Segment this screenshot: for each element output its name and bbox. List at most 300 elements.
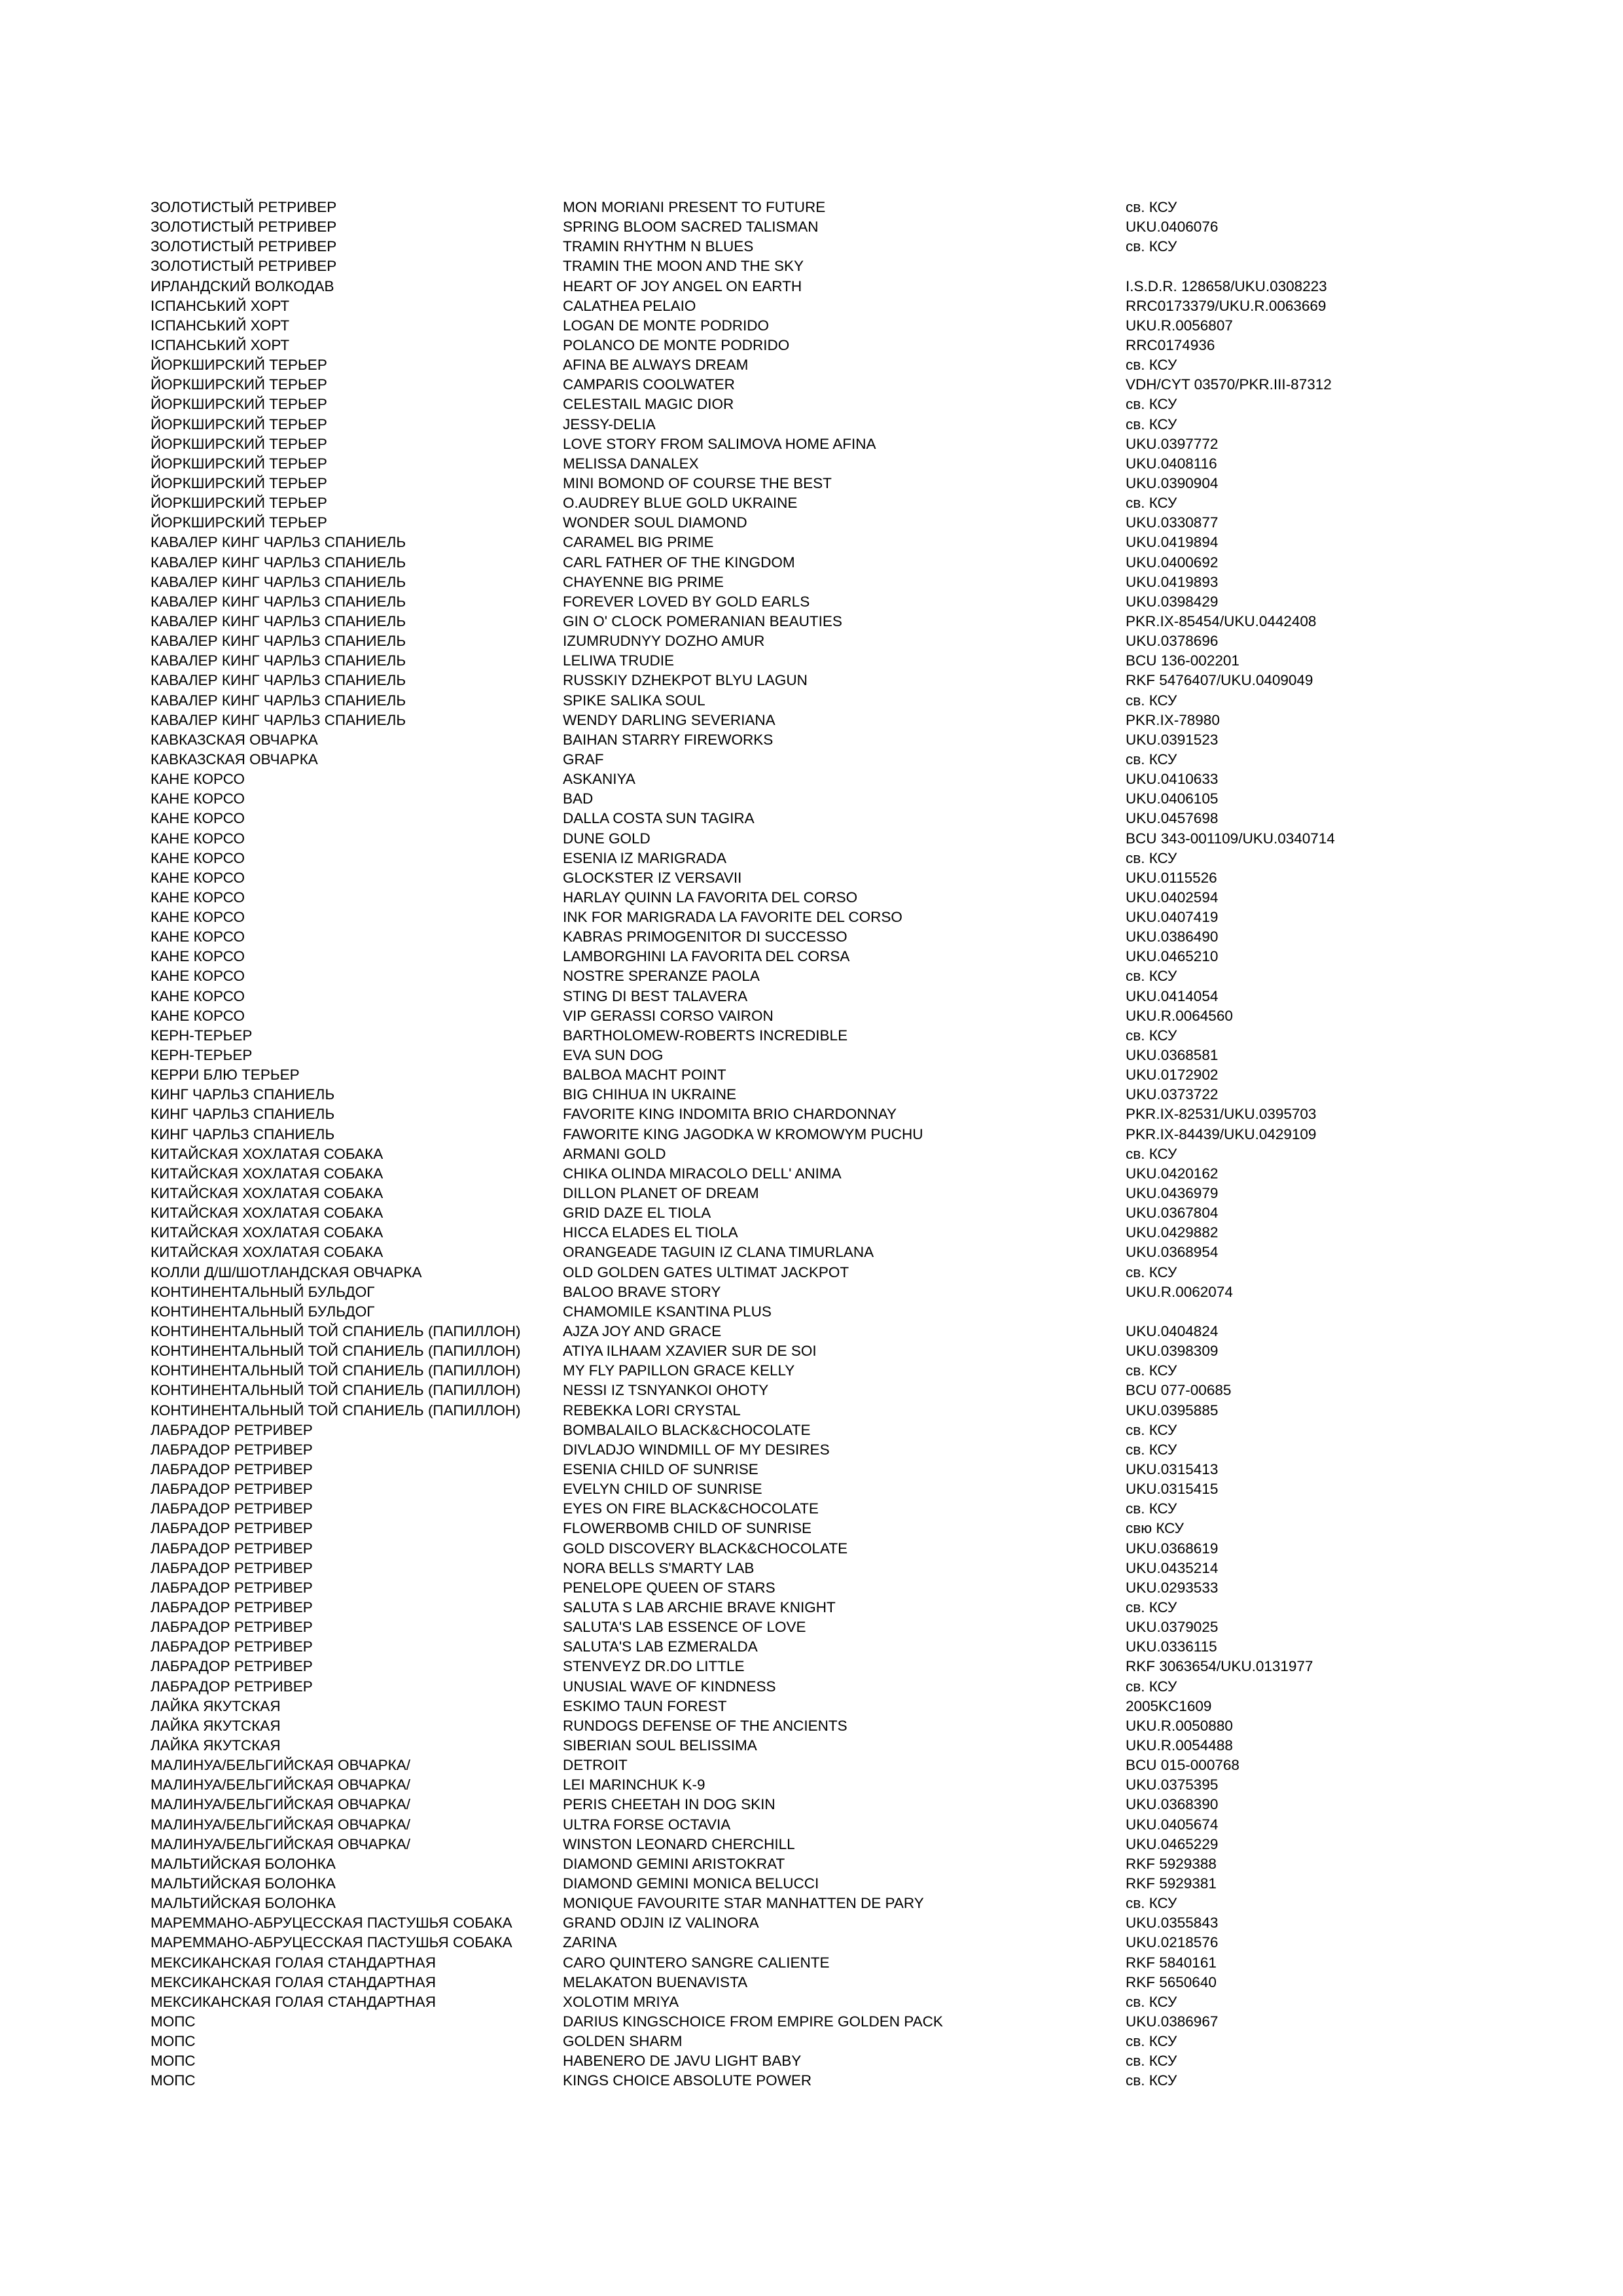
breed-cell: КАНЕ КОРСО xyxy=(151,869,245,886)
dog-name-cell: RUSSKIY DZHEKPOT BLYU LAGUN xyxy=(563,672,808,689)
dog-name-cell: ESENIA CHILD OF SUNRISE xyxy=(563,1461,758,1477)
breed-cell: МАЛИНУА/БЕЛЬГИЙСКАЯ ОВЧАРКА/ xyxy=(151,1796,411,1813)
breed-cell: ІСПАНСЬКИЙ ХОРТ xyxy=(151,297,290,314)
dog-name-cell: FOREVER LOVED BY GOLD EARLS xyxy=(563,593,810,610)
table-row xyxy=(151,1026,1610,1046)
table-row xyxy=(151,671,1610,690)
registration-cell: UKU.0391523 xyxy=(1126,731,1219,748)
breed-cell: ЛАБРАДОР РЕТРИВЕР xyxy=(151,1579,313,1596)
registration-cell: св. КСУ xyxy=(1126,1441,1177,1458)
table-row xyxy=(151,1933,1610,1952)
table-row xyxy=(151,631,1610,651)
breed-cell: КАНЕ КОРСО xyxy=(151,830,245,847)
breed-cell: КАВАЛЕР КИНГ ЧАРЛЬЗ СПАНИЕЛЬ xyxy=(151,573,406,590)
breed-cell: МАРЕММАНО-АБРУЦЕССКАЯ ПАСТУШЬЯ СОБАКА xyxy=(151,1934,512,1951)
dog-name-cell: SALUTA'S LAB EZMERALDA xyxy=(563,1638,758,1655)
table-row xyxy=(151,750,1610,769)
breed-cell: ЛАБРАДОР РЕТРИВЕР xyxy=(151,1520,313,1537)
registration-cell: UKU.0457698 xyxy=(1126,810,1219,827)
dog-name-cell: MONIQUE FAVOURITE STAR MANHATTEN DE PARY xyxy=(563,1895,924,1912)
dog-name-cell: CHAMOMILE KSANTINA PLUS xyxy=(563,1303,772,1320)
dog-name-cell: IZUMRUDNYY DOZHO AMUR xyxy=(563,633,765,650)
registration-cell: UKU.0378696 xyxy=(1126,633,1219,650)
dog-name-cell: ARMANI GOLD xyxy=(563,1145,666,1162)
registration-cell: PKR.IX-78980 xyxy=(1126,711,1220,728)
table-row xyxy=(151,1263,1610,1282)
registration-cell: UKU.0315415 xyxy=(1126,1481,1219,1498)
breed-cell: ЙОРКШИРСКИЙ ТЕРЬЕР xyxy=(151,474,327,491)
table-row xyxy=(151,927,1610,947)
registration-cell: UKU.0386967 xyxy=(1126,2013,1219,2030)
breed-cell: КИТАЙСКАЯ ХОХЛАТАЯ СОБАКА xyxy=(151,1165,383,1182)
table-row xyxy=(151,217,1610,237)
breed-cell: МАЛЬТИЙСКАЯ БОЛОНКА xyxy=(151,1855,336,1872)
table-row xyxy=(151,1874,1610,1894)
breed-cell: ЛАБРАДОР РЕТРИВЕР xyxy=(151,1678,313,1695)
registration-cell: UKU.0373722 xyxy=(1126,1086,1219,1103)
breed-cell: КИТАЙСКАЯ ХОХЛАТАЯ СОБАКА xyxy=(151,1145,383,1162)
registration-cell: UKU.0386490 xyxy=(1126,928,1219,945)
registration-cell: св. КСУ xyxy=(1126,396,1177,413)
dog-name-cell: DALLA COSTA SUN TAGIRA xyxy=(563,810,755,827)
breed-cell: ЛАБРАДОР РЕТРИВЕР xyxy=(151,1598,313,1616)
table-row xyxy=(151,1756,1610,1775)
breed-cell: КОНТИНЕНТАЛЬНЫЙ ТОЙ СПАНИЕЛЬ (ПАПИЛЛОН) xyxy=(151,1343,521,1360)
dog-name-cell: NOSTRE SPERANZE PAOLA xyxy=(563,968,760,985)
registration-cell: BCU 136-002201 xyxy=(1126,652,1240,669)
breed-cell: КАНЕ КОРСО xyxy=(151,790,245,807)
table-row xyxy=(151,849,1610,868)
table-row xyxy=(151,888,1610,908)
dog-name-cell: DUNE GOLD xyxy=(563,830,651,847)
dog-name-cell: DETROIT xyxy=(563,1757,628,1774)
dog-name-cell: SIBERIAN SOUL BELISSIMA xyxy=(563,1737,757,1754)
dog-name-cell: GIN O' CLOCK POMERANIAN BEAUTIES xyxy=(563,612,842,629)
registration-cell: св. КСУ xyxy=(1126,1895,1177,1912)
dog-name-cell: MY FLY PAPILLON GRACE KELLY xyxy=(563,1362,795,1379)
table-row xyxy=(151,1184,1610,1203)
dog-name-cell: CALATHEA PELAIO xyxy=(563,297,696,314)
dog-name-cell: CHIKA OLINDA MIRACOLO DELL' ANIMA xyxy=(563,1165,842,1182)
dog-name-cell: EVELYN CHILD OF SUNRISE xyxy=(563,1481,762,1498)
registration-cell: UKU.R.0056807 xyxy=(1126,317,1233,334)
breed-cell: ЛАБРАДОР РЕТРИВЕР xyxy=(151,1481,313,1498)
registration-cell: UKU.0375395 xyxy=(1126,1776,1219,1793)
table-row xyxy=(151,1539,1610,1559)
table-row xyxy=(151,1341,1610,1361)
dog-name-cell: SPRING BLOOM SACRED TALISMAN xyxy=(563,219,819,236)
registration-cell: св. КСУ xyxy=(1126,692,1177,709)
dog-name-cell: POLANCO DE MONTE PODRIDO xyxy=(563,336,790,353)
dog-name-cell: BARTHOLOMEW-ROBERTS INCREDIBLE xyxy=(563,1027,848,1044)
registration-cell: RKF 5650640 xyxy=(1126,1973,1217,1990)
dog-name-cell: GOLDEN SHARM xyxy=(563,2033,683,2050)
registration-cell: UKU.R.0064560 xyxy=(1126,1007,1233,1024)
table-row xyxy=(151,1617,1610,1637)
breed-cell: КАНЕ КОРСО xyxy=(151,1007,245,1024)
registration-cell: св. КСУ xyxy=(1126,968,1177,985)
breed-cell: ЛАБРАДОР РЕТРИВЕР xyxy=(151,1441,313,1458)
registration-cell: UKU.0368954 xyxy=(1126,1244,1219,1261)
table-row xyxy=(151,789,1610,809)
table-row xyxy=(151,1046,1610,1065)
registration-cell: UKU.0408116 xyxy=(1126,455,1217,472)
registration-cell: UKU.0406105 xyxy=(1126,790,1219,807)
table-row xyxy=(151,1460,1610,1479)
registration-cell: UKU.0436979 xyxy=(1126,1185,1219,1202)
table-row xyxy=(151,316,1610,336)
breed-cell: КЕРН-ТЕРЬЕР xyxy=(151,1027,253,1044)
registration-cell: св. КСУ xyxy=(1126,1500,1177,1517)
breed-cell: МАРЕММАНО-АБРУЦЕССКАЯ ПАСТУШЬЯ СОБАКА xyxy=(151,1915,512,1932)
registration-cell: UKU.0406076 xyxy=(1126,219,1219,236)
table-row xyxy=(151,1282,1610,1302)
table-row xyxy=(151,1953,1610,1973)
registration-cell: PKR.IX-84439/UKU.0429109 xyxy=(1126,1125,1317,1142)
table-row xyxy=(151,1519,1610,1538)
dog-name-cell: MINI BOMOND OF COURSE THE BEST xyxy=(563,474,832,491)
breed-cell: КОНТИНЕНТАЛЬНЫЙ ТОЙ СПАНИЕЛЬ (ПАПИЛЛОН) xyxy=(151,1402,521,1419)
dog-name-cell: AFINA BE ALWAYS DREAM xyxy=(563,357,749,374)
breed-cell: ЙОРКШИРСКИЙ ТЕРЬЕР xyxy=(151,357,327,374)
table-row xyxy=(151,1775,1610,1795)
registration-cell: VDH/CYT 03570/PKR.III-87312 xyxy=(1126,376,1332,393)
dog-name-cell: UNUSIAL WAVE OF KINDNESS xyxy=(563,1678,776,1695)
registration-cell: UKU.0402594 xyxy=(1126,889,1219,906)
dog-name-cell: KABRAS PRIMOGENITOR DI SUCCESSO xyxy=(563,928,847,945)
registration-cell: UKU.0395885 xyxy=(1126,1402,1219,1419)
dog-name-cell: MELAKATON BUENAVISTA xyxy=(563,1973,748,1990)
dog-name-cell: ULTRA FORSE OCTAVIA xyxy=(563,1816,731,1833)
dog-name-cell: ZARINA xyxy=(563,1934,617,1951)
table-row xyxy=(151,868,1610,888)
dog-name-cell: GOLD DISCOVERY BLACK&CHOCOLATE xyxy=(563,1540,848,1557)
table-row xyxy=(151,198,1610,217)
dog-name-cell: CARL FATHER OF THE KINGDOM xyxy=(563,554,795,571)
dog-name-cell: SALUTA S LAB ARCHIE BRAVE KNIGHT xyxy=(563,1598,836,1616)
table-row xyxy=(151,1302,1610,1322)
registration-cell: UKU.0172902 xyxy=(1126,1067,1219,1084)
registration-cell: св. КСУ xyxy=(1126,1993,1177,2010)
registration-cell: св. КСУ xyxy=(1126,1145,1177,1162)
breed-cell: ЛАБРАДОР РЕТРИВЕР xyxy=(151,1559,313,1576)
table-row xyxy=(151,1578,1610,1598)
table-row xyxy=(151,1913,1610,1933)
breed-cell: МАЛИНУА/БЕЛЬГИЙСКАЯ ОВЧАРКА/ xyxy=(151,1776,411,1793)
table-row xyxy=(151,711,1610,730)
table-row xyxy=(151,1499,1610,1519)
dog-name-cell: LOVE STORY FROM SALIMOVA HOME AFINA xyxy=(563,435,876,452)
breed-cell: МОПС xyxy=(151,2013,196,2030)
registration-cell: UKU.R.0050880 xyxy=(1126,1717,1233,1734)
dog-name-cell: GRID DAZE EL TIOLA xyxy=(563,1205,711,1222)
dog-name-cell: STENVEYZ DR.DO LITTLE xyxy=(563,1658,745,1675)
table-row xyxy=(151,592,1610,612)
dog-name-cell: JESSY-DELIA xyxy=(563,415,656,433)
table-row xyxy=(151,1815,1610,1835)
registration-cell: UKU.0465210 xyxy=(1126,948,1219,965)
breed-cell: КАНЕ КОРСО xyxy=(151,771,245,788)
table-row xyxy=(151,1894,1610,1913)
dog-name-cell: OLD GOLDEN GATES ULTIMAT JACKPOT xyxy=(563,1263,849,1280)
table-row xyxy=(151,1144,1610,1164)
table-row xyxy=(151,1223,1610,1243)
dog-name-cell: DIAMOND GEMINI ARISTOKRAT xyxy=(563,1855,785,1872)
breed-cell: КАНЕ КОРСО xyxy=(151,849,245,866)
table-row xyxy=(151,1736,1610,1756)
dog-name-cell: BALOO BRAVE STORY xyxy=(563,1283,721,1300)
dog-name-cell: O.AUDREY BLUE GOLD UKRAINE xyxy=(563,495,798,512)
breed-cell: ЙОРКШИРСКИЙ ТЕРЬЕР xyxy=(151,415,327,433)
registration-cell: св. КСУ xyxy=(1126,1362,1177,1379)
breed-cell: МАЛЬТИЙСКАЯ БОЛОНКА xyxy=(151,1895,336,1912)
breed-cell: ЙОРКШИРСКИЙ ТЕРЬЕР xyxy=(151,455,327,472)
breed-cell: КИТАЙСКАЯ ХОХЛАТАЯ СОБАКА xyxy=(151,1224,383,1241)
dog-name-cell: DILLON PLANET OF DREAM xyxy=(563,1185,759,1202)
dog-name-cell: DIAMOND GEMINI MONICA BELUCCI xyxy=(563,1875,819,1892)
breed-cell: КОНТИНЕНТАЛЬНЫЙ ТОЙ СПАНИЕЛЬ (ПАПИЛЛОН) xyxy=(151,1362,521,1379)
breed-cell: КАНЕ КОРСО xyxy=(151,987,245,1004)
breed-cell: ЛАЙКА ЯКУТСКАЯ xyxy=(151,1737,281,1754)
dog-name-cell: LEI MARINCHUK K-9 xyxy=(563,1776,705,1793)
registration-cell: св. КСУ xyxy=(1126,1027,1177,1044)
registration-cell: св. КСУ xyxy=(1126,199,1177,215)
dog-name-cell: REBEKKA LORI CRYSTAL xyxy=(563,1402,741,1419)
registration-cell: св. КСУ xyxy=(1126,1421,1177,1438)
dog-name-cell: PERIS CHEETAH IN DOG SKIN xyxy=(563,1796,776,1813)
table-row xyxy=(151,1973,1610,1992)
registration-cell: RKF 5840161 xyxy=(1126,1954,1217,1971)
dog-name-cell: WONDER SOUL DIAMOND xyxy=(563,514,747,531)
registration-cell: св. КСУ xyxy=(1126,1678,1177,1695)
table-row xyxy=(151,2012,1610,2032)
registration-cell: UKU.R.0054488 xyxy=(1126,1737,1233,1754)
breed-cell: МАЛИНУА/БЕЛЬГИЙСКАЯ ОВЧАРКА/ xyxy=(151,1757,411,1774)
breed-cell: ЛАБРАДОР РЕТРИВЕР xyxy=(151,1638,313,1655)
breed-cell: КАВАЛЕР КИНГ ЧАРЛЬЗ СПАНИЕЛЬ xyxy=(151,633,406,650)
dog-name-cell: BAD xyxy=(563,790,594,807)
table-row xyxy=(151,1104,1610,1124)
registration-cell: UKU.0419894 xyxy=(1126,534,1219,551)
table-row xyxy=(151,513,1610,533)
breed-cell: ЙОРКШИРСКИЙ ТЕРЬЕР xyxy=(151,514,327,531)
table-row xyxy=(151,1795,1610,1814)
dog-name-cell: MON MORIANI PRESENT TO FUTURE xyxy=(563,199,826,215)
dog-name-cell: INK FOR MARIGRADA LA FAVORITE DEL CORSO xyxy=(563,909,902,926)
dog-name-cell: FAVORITE KING INDOMITA BRIO CHARDONNAY xyxy=(563,1106,897,1123)
dog-name-cell: WENDY DARLING SEVERIANA xyxy=(563,711,776,728)
table-row xyxy=(151,829,1610,849)
table-row xyxy=(151,612,1610,631)
table-row xyxy=(151,1697,1610,1716)
table-row xyxy=(151,1657,1610,1676)
registration-cell: UKU.0390904 xyxy=(1126,474,1219,491)
table-row xyxy=(151,395,1610,414)
dog-name-cell: FLOWERBOMB CHILD OF SUNRISE xyxy=(563,1520,812,1537)
registration-cell: RKF 3063654/UKU.0131977 xyxy=(1126,1658,1313,1675)
breed-cell: МЕКСИКАНСКАЯ ГОЛАЯ СТАНДАРТНАЯ xyxy=(151,1973,436,1990)
dog-name-cell: GRAND ODJIN IZ VALINORA xyxy=(563,1915,759,1932)
registration-cell: UKU.0315413 xyxy=(1126,1461,1219,1477)
table-row xyxy=(151,1243,1610,1262)
registration-cell: UKU.0410633 xyxy=(1126,771,1219,788)
registration-cell: UKU.0419893 xyxy=(1126,573,1219,590)
table-row xyxy=(151,966,1610,986)
breed-cell: КЕРРИ БЛЮ ТЕРЬЕР xyxy=(151,1067,300,1084)
dog-name-cell: LELIWA TRUDIE xyxy=(563,652,675,669)
breed-cell: ЗОЛОТИСТЫЙ РЕТРИВЕР xyxy=(151,219,337,236)
table-row xyxy=(151,1065,1610,1085)
table-row xyxy=(151,1203,1610,1223)
registration-cell: UKU.0429882 xyxy=(1126,1224,1219,1241)
table-row xyxy=(151,256,1610,276)
dog-name-cell: STING DI BEST TALAVERA xyxy=(563,987,748,1004)
dog-name-cell: TRAMIN THE MOON AND THE SKY xyxy=(563,258,804,275)
breed-cell: КАВАЛЕР КИНГ ЧАРЛЬЗ СПАНИЕЛЬ xyxy=(151,652,406,669)
breed-cell: ЛАЙКА ЯКУТСКАЯ xyxy=(151,1717,281,1734)
table-row xyxy=(151,1479,1610,1499)
table-row xyxy=(151,533,1610,552)
breed-cell: КИТАЙСКАЯ ХОХЛАТАЯ СОБАКА xyxy=(151,1185,383,1202)
breed-cell: ЛАБРАДОР РЕТРИВЕР xyxy=(151,1500,313,1517)
table-row xyxy=(151,277,1610,296)
table-row xyxy=(151,474,1610,493)
table-row xyxy=(151,691,1610,711)
breed-cell: КИНГ ЧАРЛЬЗ СПАНИЕЛЬ xyxy=(151,1106,335,1123)
breed-cell: МАЛИНУА/БЕЛЬГИЙСКАЯ ОВЧАРКА/ xyxy=(151,1816,411,1833)
table-row xyxy=(151,454,1610,474)
registration-cell: UKU.0115526 xyxy=(1126,869,1217,886)
registration-cell: UKU.0400692 xyxy=(1126,554,1219,571)
registration-cell: RRC0174936 xyxy=(1126,336,1215,353)
table-row xyxy=(151,493,1610,513)
table-row xyxy=(151,573,1610,592)
registration-cell: PKR.IX-85454/UKU.0442408 xyxy=(1126,612,1317,629)
registration-cell: св. КСУ xyxy=(1126,415,1177,433)
table-row xyxy=(151,237,1610,256)
dog-name-cell: BOMBALAILO BLACK&CHOCOLATE xyxy=(563,1421,811,1438)
table-row xyxy=(151,415,1610,434)
registration-cell: UKU.0368619 xyxy=(1126,1540,1219,1557)
table-row xyxy=(151,1677,1610,1697)
breed-cell: ЗОЛОТИСТЫЙ РЕТРИВЕР xyxy=(151,199,337,215)
registration-cell: св. КСУ xyxy=(1126,238,1177,255)
dog-name-cell: ASKANIYA xyxy=(563,771,635,788)
dog-name-cell: CELESTAIL MAGIC DIOR xyxy=(563,396,734,413)
breed-cell: КЕРН-ТЕРЬЕР xyxy=(151,1047,253,1064)
registration-cell: св. КСУ xyxy=(1126,751,1177,768)
breed-cell: ЛАБРАДОР РЕТРИВЕР xyxy=(151,1421,313,1438)
registration-cell: свю КСУ xyxy=(1126,1520,1184,1537)
registration-cell: 2005KC1609 xyxy=(1126,1697,1212,1714)
registration-cell: св. КСУ xyxy=(1126,1263,1177,1280)
registry-table xyxy=(151,198,1610,2091)
breed-cell: КАНЕ КОРСО xyxy=(151,810,245,827)
dog-name-cell: MELISSA DANALEX xyxy=(563,455,699,472)
dog-name-cell: CARO QUINTERO SANGRE CALIENTE xyxy=(563,1954,830,1971)
breed-cell: ЛАБРАДОР РЕТРИВЕР xyxy=(151,1461,313,1477)
registration-cell: UKU.0368581 xyxy=(1126,1047,1219,1064)
registration-cell: UKU.0405674 xyxy=(1126,1816,1219,1833)
table-row xyxy=(151,1440,1610,1460)
registration-cell: UKU.0336115 xyxy=(1126,1638,1217,1655)
table-row xyxy=(151,336,1610,355)
breed-cell: КАНЕ КОРСО xyxy=(151,909,245,926)
breed-cell: КАВАЛЕР КИНГ ЧАРЛЬЗ СПАНИЕЛЬ xyxy=(151,593,406,610)
dog-name-cell: CAMPARIS COOLWATER xyxy=(563,376,735,393)
breed-cell: КАВАЛЕР КИНГ ЧАРЛЬЗ СПАНИЕЛЬ xyxy=(151,612,406,629)
dog-name-cell: BIG CHIHUA IN UKRAINE xyxy=(563,1086,737,1103)
breed-cell: ЗОЛОТИСТЫЙ РЕТРИВЕР xyxy=(151,238,337,255)
registration-cell: св. КСУ xyxy=(1126,2072,1177,2089)
dog-name-cell: WINSTON LEONARD CHERCHILL xyxy=(563,1835,795,1852)
registration-cell: UKU.0397772 xyxy=(1126,435,1219,452)
table-row xyxy=(151,987,1610,1006)
table-row xyxy=(151,1125,1610,1144)
registration-cell: I.S.D.R. 128658/UKU.0308223 xyxy=(1126,277,1327,294)
breed-cell: МОПС xyxy=(151,2072,196,2089)
breed-cell: МОПС xyxy=(151,2053,196,2070)
table-row xyxy=(151,355,1610,375)
registration-cell: RKF 5929388 xyxy=(1126,1855,1217,1872)
registration-cell: UKU.0379025 xyxy=(1126,1619,1219,1636)
registration-cell: св. КСУ xyxy=(1126,1598,1177,1616)
registration-cell: UKU.0414054 xyxy=(1126,987,1219,1004)
dog-name-cell: HEART OF JOY ANGEL ON EARTH xyxy=(563,277,802,294)
table-row xyxy=(151,434,1610,454)
breed-cell: КОНТИНЕНТАЛЬНЫЙ ТОЙ СПАНИЕЛЬ (ПАПИЛЛОН) xyxy=(151,1382,521,1399)
breed-cell: КАНЕ КОРСО xyxy=(151,928,245,945)
dog-name-cell: ATIYA ILHAAM XZAVIER SUR DE SOI xyxy=(563,1343,817,1360)
registration-cell: UKU.0435214 xyxy=(1126,1559,1219,1576)
table-row xyxy=(151,1637,1610,1657)
breed-cell: МОПС xyxy=(151,2033,196,2050)
breed-cell: ИРЛАНДСКИЙ ВОЛКОДАВ xyxy=(151,277,334,294)
dog-name-cell: NESSI IZ TSNYANKOI OHOTY xyxy=(563,1382,769,1399)
registration-cell: UKU.0330877 xyxy=(1126,514,1219,531)
table-row xyxy=(151,1381,1610,1400)
breed-cell: ЙОРКШИРСКИЙ ТЕРЬЕР xyxy=(151,396,327,413)
breed-cell: КАВАЛЕР КИНГ ЧАРЛЬЗ СПАНИЕЛЬ xyxy=(151,554,406,571)
dog-name-cell: DARIUS KINGSCHOICE FROM EMPIRE GOLDEN PACK xyxy=(563,2013,943,2030)
breed-cell: МАЛЬТИЙСКАЯ БОЛОНКА xyxy=(151,1875,336,1892)
breed-cell: КОНТИНЕНТАЛЬНЫЙ БУЛЬДОГ xyxy=(151,1283,375,1300)
breed-cell: КИНГ ЧАРЛЬЗ СПАНИЕЛЬ xyxy=(151,1086,335,1103)
dog-name-cell: KINGS CHOICE ABSOLUTE POWER xyxy=(563,2072,812,2089)
dog-name-cell: PENELOPE QUEEN OF STARS xyxy=(563,1579,776,1596)
dog-name-cell: GRAF xyxy=(563,751,604,768)
registration-cell: UKU.0218576 xyxy=(1126,1934,1219,1951)
breed-cell: ЛАБРАДОР РЕТРИВЕР xyxy=(151,1658,313,1675)
registration-cell: св. КСУ xyxy=(1126,495,1177,512)
breed-cell: КАНЕ КОРСО xyxy=(151,948,245,965)
registration-cell: BCU 343-001109/UKU.0340714 xyxy=(1126,830,1335,847)
table-row xyxy=(151,2051,1610,2071)
registration-cell: св. КСУ xyxy=(1126,849,1177,866)
registration-cell: PKR.IX-82531/UKU.0395703 xyxy=(1126,1106,1317,1123)
breed-cell: КОНТИНЕНТАЛЬНЫЙ БУЛЬДОГ xyxy=(151,1303,375,1320)
dog-name-cell: SALUTA'S LAB ESSENCE OF LOVE xyxy=(563,1619,806,1636)
table-row xyxy=(151,1598,1610,1617)
breed-cell: КИНГ ЧАРЛЬЗ СПАНИЕЛЬ xyxy=(151,1125,335,1142)
registration-cell: UKU.0368390 xyxy=(1126,1796,1219,1813)
registration-cell: UKU.0420162 xyxy=(1126,1165,1219,1182)
breed-cell: ЛАЙКА ЯКУТСКАЯ xyxy=(151,1697,281,1714)
table-row xyxy=(151,1322,1610,1341)
breed-cell: КОНТИНЕНТАЛЬНЫЙ ТОЙ СПАНИЕЛЬ (ПАПИЛЛОН) xyxy=(151,1323,521,1340)
table-row xyxy=(151,1559,1610,1578)
dog-name-cell: TRAMIN RHYTHM N BLUES xyxy=(563,238,754,255)
